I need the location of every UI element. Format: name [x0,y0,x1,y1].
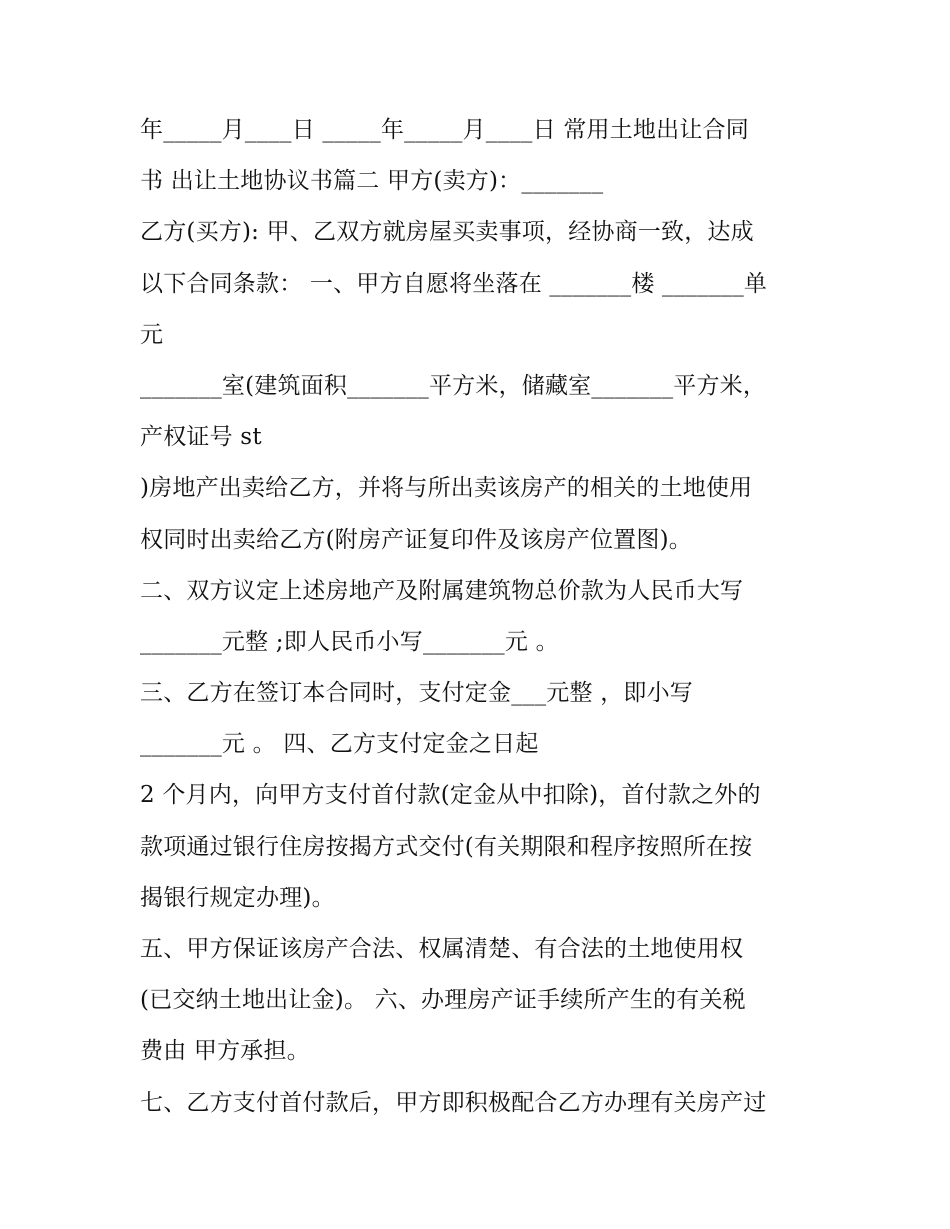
text-line: 年_____月____日 _____年_____月____日 常用土地出让合同 [140,117,749,143]
text-line: _______元 。 四、乙方支付定金之日起 [140,731,539,758]
text-line: 款项通过银行住房按揭方式交付(有关期限和程序按照所在按 [140,833,753,860]
text-line: 以下合同条款： 一、甲方自愿将坐落在 _______楼 _______单 [140,270,768,297]
text-line: 七、乙方支付首付款后，甲方即积极配合乙方办理有关房产过 [140,1089,767,1116]
text-line: 乙方(买方): 甲、乙双方就房屋买卖事项，经协商一致，达成 [140,219,754,246]
text-line: 权同时出卖给乙方(附房产证复印件及该房产位置图)。 [140,526,692,553]
document-body [140,108,820,1132]
text-line: _______室(建筑面积_______平方米，储藏室_______平方米， [140,372,767,399]
text-line: 元 [140,321,164,348]
text-line: 书 出让土地协议书篇二 甲方(卖方)：_______ [140,168,604,195]
text-line: 产权证号 st [140,424,262,451]
text-line: 揭银行规定办理)。 [140,884,335,911]
text-line: )房地产出卖给乙方，并将与所出卖该房产的相关的土地使用 [140,475,753,502]
text-line: _______元整 ;即人民币小写_______元 。 [140,628,559,655]
text-line: (已交纳土地出让金)。 六、办理房产证手续所产生的有关税 [140,987,746,1014]
text-line: 三、乙方在签订本合同时，支付定金___元整 ，即小写 [140,680,694,707]
text-line: 2 个月内，向甲方支付首付款(定金从中扣除)，首付款之外的 [140,782,761,809]
text-line: 费由 甲方承担。 [140,1038,310,1065]
text-line: 五、甲方保证该房产合法、权属清楚、有合法的土地使用权 [140,936,744,962]
text-line: 二、双方议定上述房地产及附属建筑物总价款为人民币大写 [140,577,744,604]
